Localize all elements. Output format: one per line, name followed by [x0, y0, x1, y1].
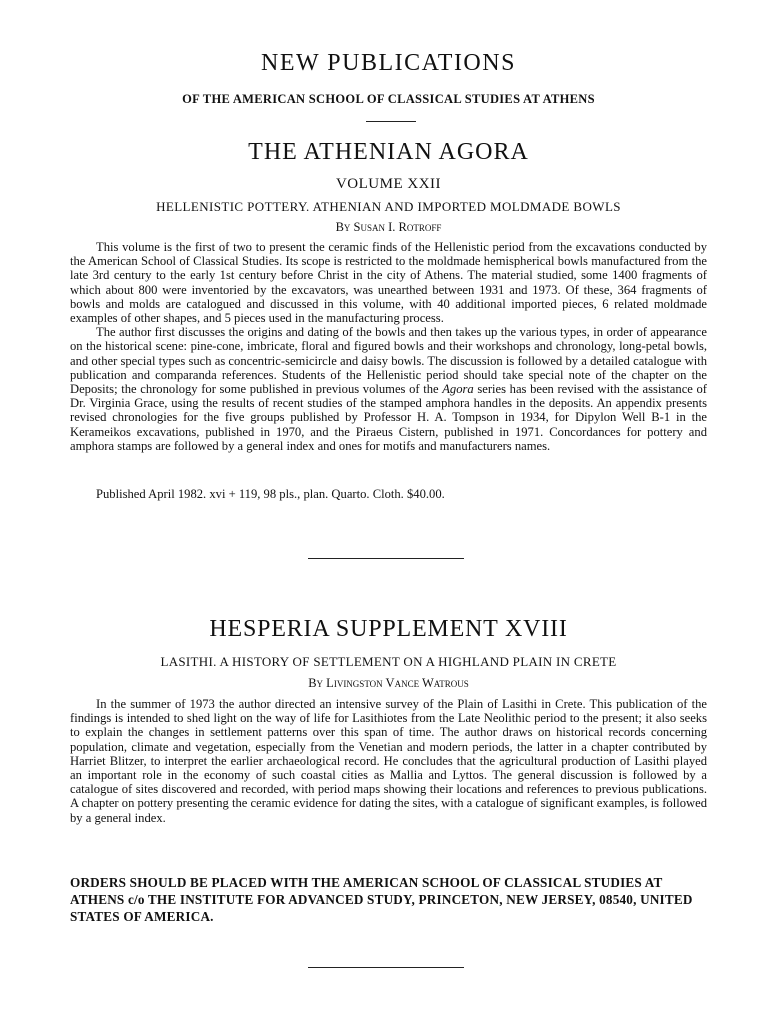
- agora-book-title: HELLENISTIC POTTERY. ATHENIAN AND IMPORTED MOLDMADE BOWLS: [156, 199, 621, 214]
- agora-paragraph-2: [70, 325, 707, 453]
- hesperia-description: [70, 697, 707, 825]
- agora-paragraph-2-part-a: The author first discusses the origins and dating of the bowls and then takes up the various types, in order of appearance on the historical scene: pine-cone, imbricate, floral and figured bowls and their workshops and chronology, long-petal bowls, and other special types such as concentric-semicircle and daisy bowls. The discussion is followed by a detailed catalogue with publication and comparanda references. Students of the Hellenistic period should take special note of the chapter on the Deposits; the chronology for some published in previous volumes of the: [70, 325, 707, 397]
- agora-paragraph-1: This volume is the first of two to present the ceramic finds of the Hellenistic period from the excavations conducted by the American School of Classical Studies. Its scope is restricted to the moldmade hemispherical bowls manufactured from the late 3rd century to the early 1st century before Christ in the city of Athens. The material studied, some 1400 fragments of which about 800 were inventoried by the excavators, was unearthed between 1931 and 1973. Of these, 364 fragments of bowls and molds are catalogued and discussed in this volume, with 40 additional imported pieces, 6 related moldmade examples of other shapes, and 5 pieces used in the manufacturing process.: [70, 240, 707, 326]
- agora-description: [70, 240, 707, 453]
- section-divider: [308, 558, 464, 559]
- agora-italic-title: Agora: [442, 382, 474, 397]
- hesperia-paragraph-1: In the summer of 1973 the author directed an intensive survey of the Plain of Lasithi in Crete. This publication of the findings is intended to shed light on the way of life for Lasithiotes from the Late Neolithic period to the present; it also seeks to explain the changes in settlement patterns over this span of time. The author draws on historical records concerning population, climate and vegetation, especially from the Venetian and modern periods, the latter in a chapter contributed by Harriet Blitzer, to interpret the earlier archaeological record. He concludes that the agricultural production of Lasithi played an important role in the economy of such coastal cities as Mallia and Lyttos. The general discussion is followed by a catalogue of sites discovered and recorded, with period maps showing their locations and references to previous publications. A chapter on pottery presenting the ceramic evidence for dating the sites, with a catalogue of significant examples, is followed by a general index.: [70, 697, 707, 825]
- page-title: NEW PUBLICATIONS: [261, 50, 516, 76]
- hesperia-book-title: LASITHI. A HISTORY OF SETTLEMENT ON A HIGHLAND PLAIN IN CRETE: [160, 654, 617, 669]
- footer-divider: [308, 967, 464, 968]
- agora-publication-info: Published April 1982. xvi + 119, 98 pls., plan. Quarto. Cloth. $40.00.: [96, 487, 445, 501]
- agora-volume: VOLUME XXII: [335, 176, 442, 192]
- orders-notice: ORDERS SHOULD BE PLACED WITH THE AMERICAN SCHOOL OF CLASSICAL STUDIES AT ATHENS c/o THE INSTITUTE FOR ADVANCED STUDY, PRINCETON, NEW JERSEY, 08540, UNITED STATES OF AMERICA.: [70, 875, 693, 924]
- page-subtitle: OF THE AMERICAN SCHOOL OF CLASSICAL STUDIES AT ATHENS: [182, 92, 595, 106]
- divider-short: [366, 121, 416, 122]
- agora-paragraph-2-part-b: series has been revised with the assistance of Dr. Virginia Grace, using the results of recent studies of the stamped amphora handles in the deposits. An appendix presents revised chronologies for the five groups published by Professor H. A. Tompson in 1934, for Dipylon Well B-1 in the Kerameikos excavations, published in 1970, and the Piraeus Cistern, published in 1971. Concordances for pottery and amphora stamps are followed by a general index and ones for motifs and manufacturers names.: [70, 382, 707, 453]
- agora-series-title: THE ATHENIAN AGORA: [248, 139, 529, 165]
- hesperia-author: By Livingston Vance Watrous: [308, 676, 469, 690]
- agora-author: By Susan I. Rotroff: [335, 220, 442, 234]
- hesperia-title: HESPERIA SUPPLEMENT XVIII: [209, 616, 568, 642]
